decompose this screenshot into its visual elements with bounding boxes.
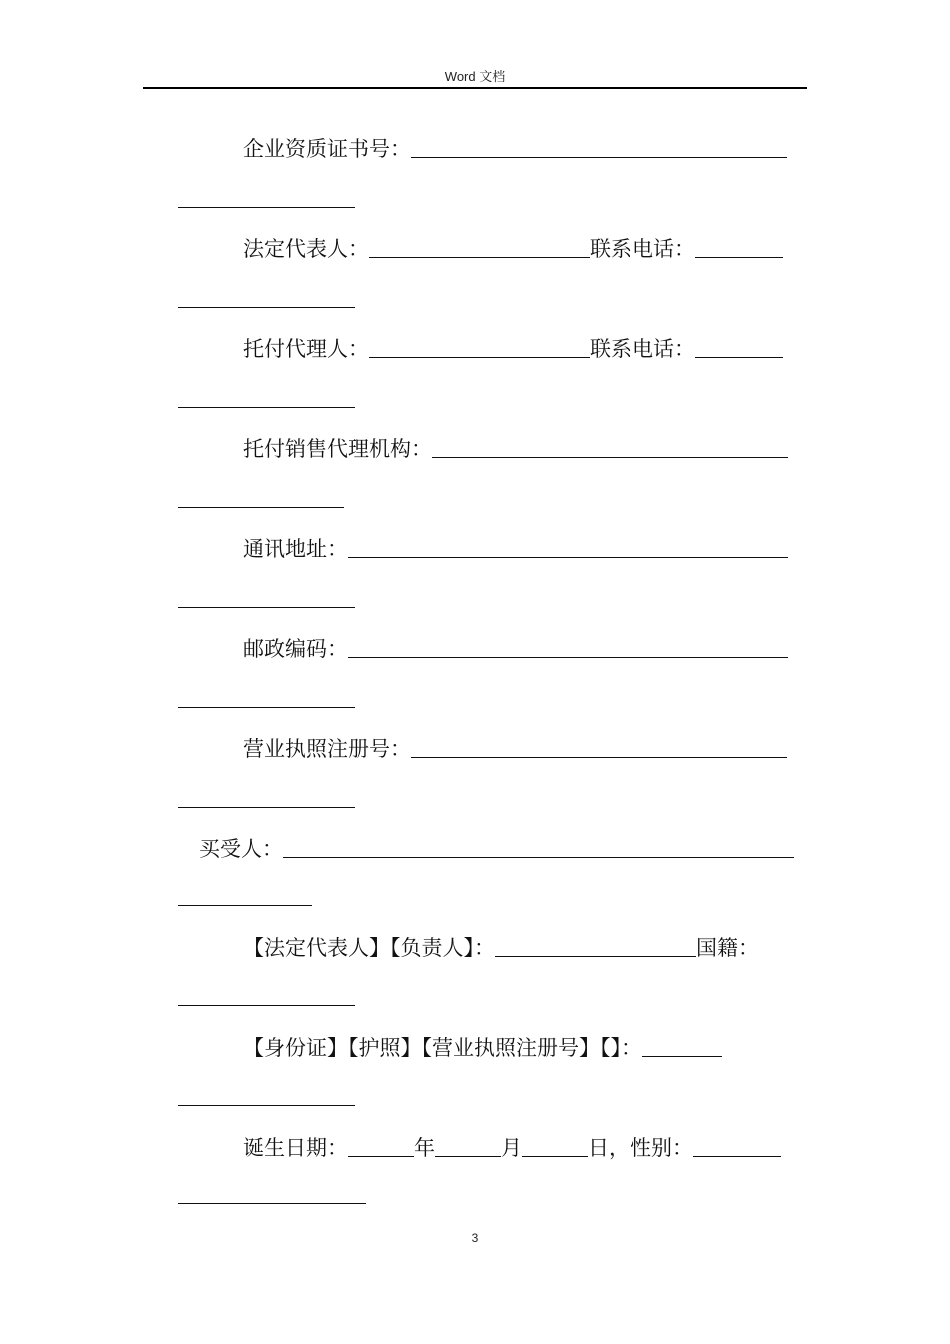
agent-phone-blank-cont[interactable] (178, 407, 355, 408)
postcode-label: 邮政编码： (243, 637, 348, 661)
postcode-row (243, 632, 788, 662)
legal-rep-label: 法定代表人： (243, 237, 369, 261)
address-row (243, 532, 788, 562)
buyer-row (199, 832, 794, 862)
agent-blank[interactable] (369, 357, 590, 358)
qualification-blank[interactable] (411, 157, 787, 158)
birth-day-label: 日， (588, 1136, 630, 1160)
postcode-blank-cont[interactable] (178, 707, 355, 708)
legal-rep-blank[interactable] (369, 257, 590, 258)
qualification-blank-cont[interactable] (178, 207, 355, 208)
legal-rep-phone-blank[interactable] (695, 257, 783, 258)
id-doc-row (243, 1031, 722, 1061)
birth-month-label: 月 (501, 1136, 522, 1160)
agent-phone-label: 联系电话： (590, 337, 695, 361)
id-doc-blank-cont[interactable] (178, 1105, 355, 1106)
address-blank-cont[interactable] (178, 607, 355, 608)
agent-phone-blank[interactable] (695, 357, 783, 358)
page-number: 3 (471, 1231, 479, 1245)
business-license-blank[interactable] (411, 757, 787, 758)
agent-row (243, 332, 783, 362)
page-header: Word 文档 (444, 69, 506, 84)
buyer-label: 买受人： (199, 837, 283, 861)
legal-rep-phone-blank-cont[interactable] (178, 307, 355, 308)
nationality-blank[interactable] (178, 1005, 355, 1006)
buyer-rep-label: 【法定代表人】【负责人】： (243, 936, 495, 960)
buyer-blank-cont[interactable] (178, 905, 312, 906)
buyer-rep-row (243, 931, 759, 961)
gender-blank[interactable] (693, 1156, 781, 1157)
birth-year-blank[interactable] (348, 1156, 414, 1157)
postcode-blank[interactable] (348, 657, 788, 658)
birth-day-blank[interactable] (522, 1156, 588, 1157)
birth-month-blank[interactable] (435, 1156, 501, 1157)
id-doc-label: 【身份证】【护照】【营业执照注册号】【】： (243, 1036, 642, 1060)
birth-year-label: 年 (414, 1136, 435, 1160)
address-blank[interactable] (348, 557, 788, 558)
header-rule (143, 87, 807, 89)
buyer-rep-blank[interactable] (495, 956, 696, 957)
sales-agency-blank-cont[interactable] (178, 507, 344, 508)
id-doc-blank[interactable] (642, 1056, 722, 1057)
gender-blank-cont[interactable] (178, 1203, 366, 1204)
buyer-blank[interactable] (283, 857, 794, 858)
gender-label: 性别： (630, 1136, 693, 1160)
business-license-blank-cont[interactable] (178, 807, 355, 808)
qualification-label: 企业资质证书号： (243, 137, 411, 161)
birth-row (243, 1131, 781, 1161)
legal-rep-row (243, 232, 783, 262)
sales-agency-row (243, 432, 788, 462)
address-label: 通讯地址： (243, 537, 348, 561)
sales-agency-blank[interactable] (432, 457, 788, 458)
nationality-label: 国籍： (696, 936, 759, 960)
business-license-label: 营业执照注册号： (243, 737, 411, 761)
legal-rep-phone-label: 联系电话： (590, 237, 695, 261)
birth-label: 诞生日期： (243, 1136, 348, 1160)
business-license-row (243, 732, 787, 762)
qualification-row (243, 132, 787, 162)
agent-label: 托付代理人： (243, 337, 369, 361)
sales-agency-label: 托付销售代理机构： (243, 437, 432, 461)
